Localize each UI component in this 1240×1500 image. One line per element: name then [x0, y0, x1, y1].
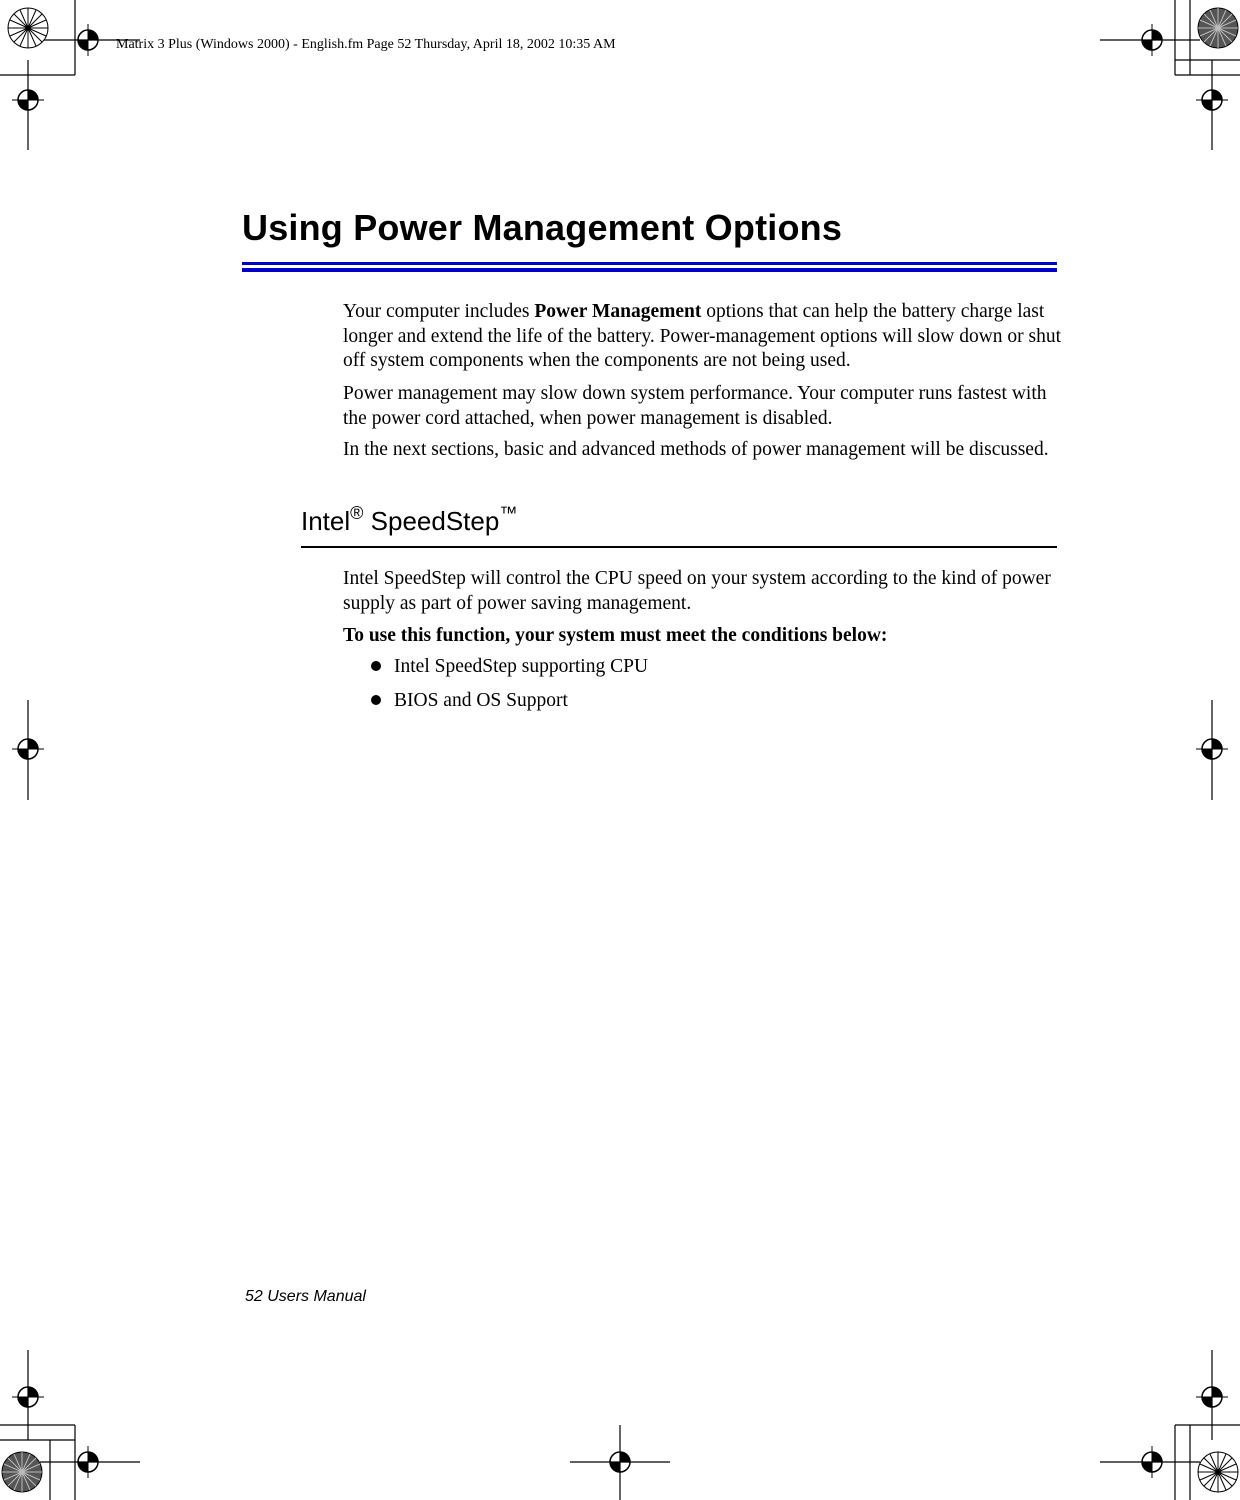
- title-rule-top: [242, 262, 1057, 265]
- registered-mark: ®: [350, 503, 364, 523]
- conditions-heading: To use this function, your system must meet the conditions below:: [343, 625, 888, 646]
- subsection-title-main: Intel: [301, 506, 351, 536]
- list-item: [343, 656, 648, 678]
- paragraph-intro-pre: Your computer includes: [343, 301, 535, 322]
- page-title: Using Power Management Options: [242, 207, 843, 248]
- paragraph-performance: Power management may slow down system performance. Your computer runs fastest with the power cord attached, when power management is disabled.: [343, 383, 1047, 429]
- list-item-text: BIOS and OS Support: [394, 690, 568, 711]
- subsection-rule: [301, 546, 1057, 548]
- subsection-title: [301, 503, 517, 537]
- paragraph-speedstep: Intel SpeedStep will control the CPU speed on your system according to the kind of power supply as part of power saving management.: [343, 568, 1051, 614]
- list-item-text: Intel SpeedStep supporting CPU: [394, 656, 649, 677]
- subsection-title-rest: SpeedStep: [363, 506, 500, 536]
- paragraph-intro-post: options that can help the battery charge last longer and extend the life of the battery. Power-management options will slow down or shut off system components when the components are not being used.: [343, 301, 1062, 371]
- trademark-mark: ™: [499, 503, 518, 523]
- list-item: [343, 690, 568, 712]
- bullet-icon: [371, 695, 381, 705]
- paragraph-intro: [343, 300, 1063, 374]
- title-rule-bottom: [242, 268, 1057, 272]
- print-header: Matrix 3 Plus (Windows 2000) - English.fm Page 52 Thursday, April 18, 2002 10:35 AM: [116, 37, 616, 52]
- bullet-icon: [371, 661, 381, 671]
- page-footer: 52 Users Manual: [245, 1288, 366, 1305]
- paragraph-next-sections: In the next sections, basic and advanced methods of power management will be discussed.: [343, 439, 1049, 460]
- power-management-term: Power Management: [534, 301, 702, 322]
